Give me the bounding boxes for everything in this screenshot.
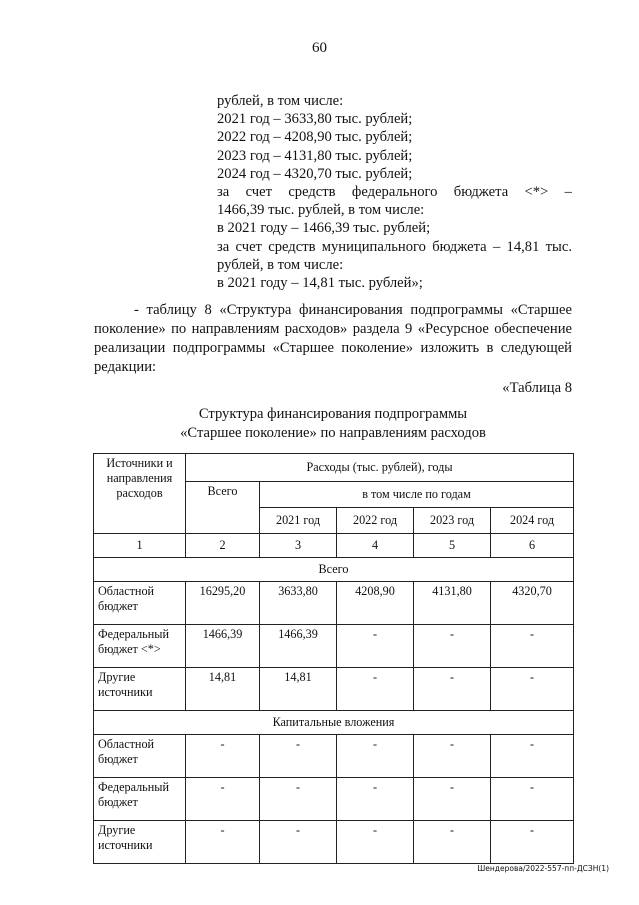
row-label: Федеральный бюджет (94, 778, 186, 821)
header-by-years: в том числе по годам (260, 482, 574, 508)
cell: 4208,90 (337, 582, 414, 625)
column-number: 3 (260, 534, 337, 558)
column-number: 4 (337, 534, 414, 558)
header-year: 2021 год (260, 508, 337, 534)
caption-line: «Старшее поколение» по направлениям расходов (180, 425, 486, 441)
table-label: «Таблица 8 (502, 380, 572, 396)
row-label: Областной бюджет (94, 582, 186, 625)
budget-breakdown-text (217, 92, 572, 292)
text-line: 2023 год – 4131,80 тыс. рублей; (217, 147, 413, 164)
cell: - (186, 735, 260, 778)
table-row (94, 625, 574, 668)
header-year: 2022 год (337, 508, 414, 534)
cell: - (260, 735, 337, 778)
cell: - (337, 735, 414, 778)
row-label: Областной бюджет (94, 735, 186, 778)
header-year: 2024 год (491, 508, 574, 534)
header-year: 2023 год (414, 508, 491, 534)
cell: 14,81 (186, 668, 260, 711)
column-number: 2 (186, 534, 260, 558)
word: – (492, 238, 501, 255)
cell: - (491, 735, 574, 778)
text-line: в 2021 году – 1466,39 тыс. рублей; (217, 220, 431, 237)
cell: - (414, 668, 491, 711)
cell: - (414, 821, 491, 864)
caption-line: Структура финансирования подпрограммы (198, 406, 468, 422)
word: тыс. (545, 238, 572, 255)
cell: - (186, 778, 260, 821)
word: федерального (351, 184, 438, 201)
cell: - (260, 821, 337, 864)
word: средств (268, 238, 316, 255)
row-label: Другие источники (94, 668, 186, 711)
cell: - (491, 821, 574, 864)
header-total: Всего (186, 482, 260, 534)
cell: - (491, 625, 574, 668)
cell: 16295,20 (186, 582, 260, 625)
financing-table (93, 453, 574, 864)
text-line: рублей, в том числе: (217, 93, 344, 109)
text-line: 2021 год – 3633,80 тыс. рублей; (217, 111, 413, 128)
text-line: 1466,39 тыс. рублей, в том числе: (217, 202, 425, 219)
word: счет (235, 238, 262, 255)
table-caption (94, 405, 572, 443)
text-line: 2024 год – 4320,70 тыс. рублей; (217, 165, 413, 182)
column-number: 6 (491, 534, 574, 558)
cell: - (186, 821, 260, 864)
word: <*> (524, 184, 549, 201)
word: бюджета (453, 184, 509, 201)
cell: - (260, 778, 337, 821)
word: за (217, 238, 230, 255)
cell: - (491, 668, 574, 711)
column-number: 5 (414, 534, 491, 558)
column-number: 1 (94, 534, 186, 558)
table-row (94, 668, 574, 711)
cell: 14,81 (260, 668, 337, 711)
row-label: Другие источники (94, 821, 186, 864)
cell: 4131,80 (414, 582, 491, 625)
section-capital-investments: Капитальные вложения (94, 711, 574, 735)
table-row (94, 735, 574, 778)
cell: - (414, 778, 491, 821)
cell: - (337, 625, 414, 668)
table-row (94, 582, 574, 625)
cell: - (414, 625, 491, 668)
cell: - (337, 778, 414, 821)
text-line: 2022 год – 4208,90 тыс. рублей; (217, 129, 413, 146)
word: – (564, 184, 572, 201)
section-total: Всего (94, 558, 574, 582)
municipal-budget-line (217, 238, 572, 256)
page-number: 60 (312, 40, 327, 56)
word: 14,81 (506, 238, 540, 255)
cell: 1466,39 (186, 625, 260, 668)
header-sources: Источники и направления расходов (94, 454, 186, 534)
cell: 4320,70 (491, 582, 574, 625)
word: муниципального (321, 238, 426, 255)
cell: 3633,80 (260, 582, 337, 625)
amendment-paragraph: - таблицу 8 «Структура финансирования подпрограммы «Старшее поколение» по направлениям расходов» раздела 9 «Ресурсное обеспечение реализации подпрограммы «Старшее поколение» изложить в следующей редакции: (94, 302, 572, 375)
federal-budget-line (217, 183, 572, 201)
word: за (217, 184, 230, 201)
word: средств (288, 184, 336, 201)
cell: - (337, 668, 414, 711)
table-row (94, 778, 574, 821)
cell: - (337, 821, 414, 864)
header-expenses: Расходы (тыс. рублей), годы (186, 454, 574, 482)
cell: - (414, 735, 491, 778)
word: бюджета (432, 238, 487, 255)
word: счет (245, 184, 272, 201)
cell: - (491, 778, 574, 821)
text-line: рублей, в том числе: (217, 256, 344, 273)
table-row (94, 821, 574, 864)
cell: 1466,39 (260, 625, 337, 668)
document-footer-code: Шендерова/2022-557-пп-ДСЗН(1) (477, 864, 609, 873)
row-label: Федеральный бюджет <*> (94, 625, 186, 668)
text-line: в 2021 году – 14,81 тыс. рублей»; (217, 275, 423, 292)
